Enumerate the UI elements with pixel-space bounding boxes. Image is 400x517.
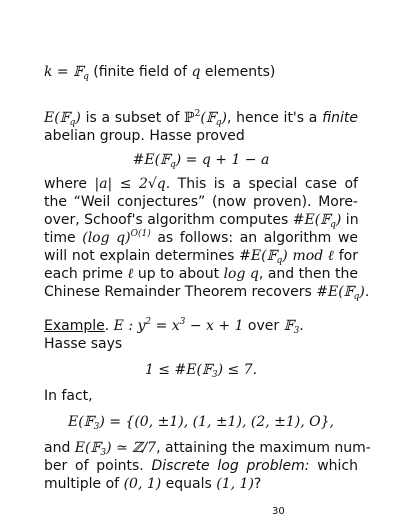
text: is a subset of <box>80 110 185 126</box>
math-superscript: 2 <box>194 109 201 119</box>
text: over, Schoof's algorithm computes <box>44 212 293 228</box>
paragraph-line-9 <box>44 284 369 300</box>
math-subscript: q <box>276 256 283 266</box>
math-count-e-fq: #E(𝔽 <box>292 212 331 228</box>
math-log-q: (log q) <box>82 230 131 246</box>
paragraph-line-7 <box>44 248 358 264</box>
math-paren-fq: (𝔽 <box>200 110 216 126</box>
math-e-fq: E(𝔽 <box>44 110 70 126</box>
text: as follows: an algorithm we <box>150 230 358 246</box>
text: ber of points. <box>44 458 152 474</box>
text: ? <box>253 476 262 492</box>
emphasis-discrete-log: Discrete log problem: <box>151 458 310 474</box>
text: . This is a special case of <box>165 176 358 192</box>
math-point-0-1: (0, 1) <box>123 476 162 492</box>
bound-equation <box>44 362 358 378</box>
math-subscript: q <box>353 292 360 302</box>
math-e-f3: E(𝔽 <box>67 414 94 430</box>
paragraph-line-1 <box>44 110 358 126</box>
math-curve-lhs: E : y <box>113 318 146 334</box>
text: and <box>44 440 75 456</box>
in-fact-line <box>44 388 93 404</box>
math-curve-rest: − x + 1 <box>185 318 244 334</box>
math-mod-ell: ) mod ℓ <box>282 248 335 264</box>
text: , attaining the maximum num- <box>156 440 371 456</box>
math-isomorphism: ) ≃ ℤ/7 <box>106 440 157 456</box>
paragraph-line-3 <box>44 176 358 192</box>
math-q-plus-1-minus-a: ) = q + 1 − a <box>175 152 270 168</box>
paragraph-line-4 <box>44 194 358 210</box>
math-k-equals-fq: k = 𝔽 <box>44 64 84 80</box>
math-ell: ℓ <box>127 266 134 282</box>
text: equals <box>161 476 217 492</box>
math-subscript: q <box>69 118 76 128</box>
math-point-set: ) = {(0, ±1), (1, ±1), (2, ±1), O}, <box>99 414 334 430</box>
text: Chinese Remainder Theorem recovers <box>44 284 317 300</box>
text: over <box>243 318 284 334</box>
math-count-e-fq: #E(𝔽 <box>239 248 277 264</box>
text: will not explain determines <box>44 248 240 264</box>
text: in <box>341 212 359 228</box>
text: for <box>334 248 358 264</box>
paragraph-line-8 <box>44 266 358 282</box>
math-superscript: O(1) <box>130 229 151 239</box>
text: Hasse says <box>44 336 123 352</box>
math-paren: ) <box>75 110 81 126</box>
paragraph-line-12 <box>44 476 261 492</box>
text: , and then the <box>258 266 358 282</box>
text: abelian group. Hasse proved <box>44 128 245 144</box>
example-line <box>44 318 304 334</box>
math-bound-rhs: ) ≤ 7. <box>217 362 258 378</box>
math-paren: ). <box>359 284 370 300</box>
text: time <box>44 230 83 246</box>
math-subscript: 3 <box>293 326 300 336</box>
paragraph-line-10 <box>44 440 371 458</box>
math-e-f3: E(𝔽 <box>74 440 101 456</box>
math-point-1-1: (1, 1) <box>216 476 254 492</box>
points-equation <box>44 414 358 430</box>
math-abs-a-bound: |a| ≤ 2√q <box>94 176 166 192</box>
paragraph-line-2 <box>44 128 245 144</box>
page-number: 30 <box>272 506 285 517</box>
hasse-equation <box>44 152 358 168</box>
math-superscript: 2 <box>145 317 152 327</box>
math-subscript: q <box>83 72 89 82</box>
math-count-e-fq: #E(𝔽 <box>316 284 354 300</box>
example-label: Example <box>44 318 105 334</box>
text: . <box>299 318 304 334</box>
math-paren: ) <box>335 212 342 228</box>
paragraph-line-5 <box>44 212 358 228</box>
text: elements) <box>200 64 276 80</box>
math-subscript: q <box>215 118 222 128</box>
math-subscript: 3 <box>93 422 100 432</box>
text: each prime <box>44 266 128 282</box>
text: which <box>309 458 358 474</box>
math-subscript: q <box>330 220 336 230</box>
paragraph-line-11 <box>44 458 358 474</box>
math-curve-rhs: = x <box>151 318 180 334</box>
math-paren: ) <box>221 110 228 126</box>
text: In fact, <box>44 388 93 404</box>
math-log-q: log q <box>223 266 259 282</box>
math-subscript: q <box>170 160 176 170</box>
text: , hence it's a <box>227 110 323 126</box>
math-subscript: 3 <box>211 370 218 380</box>
text: multiple of <box>44 476 124 492</box>
math-projective-plane: ℙ <box>184 110 195 126</box>
math-subscript: 3 <box>100 448 107 458</box>
emphasis-finite: finite <box>322 110 358 126</box>
paragraph-line-6 <box>44 230 358 246</box>
text: . <box>104 318 114 334</box>
math-superscript: 3 <box>179 317 186 327</box>
text: the “Weil conjectures” (now proven). More- <box>44 194 358 210</box>
math-f3: 𝔽 <box>283 318 294 334</box>
math-count-e-fq: #E(𝔽 <box>132 152 170 168</box>
hasse-says-line <box>44 336 122 352</box>
math-q: q <box>191 64 201 80</box>
text: up to about <box>133 266 224 282</box>
math-bound-lhs: 1 ≤ #E(𝔽 <box>144 362 212 378</box>
slide-page <box>44 0 371 517</box>
field-definition-line <box>44 64 275 80</box>
text: (finite field of <box>88 64 192 80</box>
text: where <box>44 176 95 192</box>
